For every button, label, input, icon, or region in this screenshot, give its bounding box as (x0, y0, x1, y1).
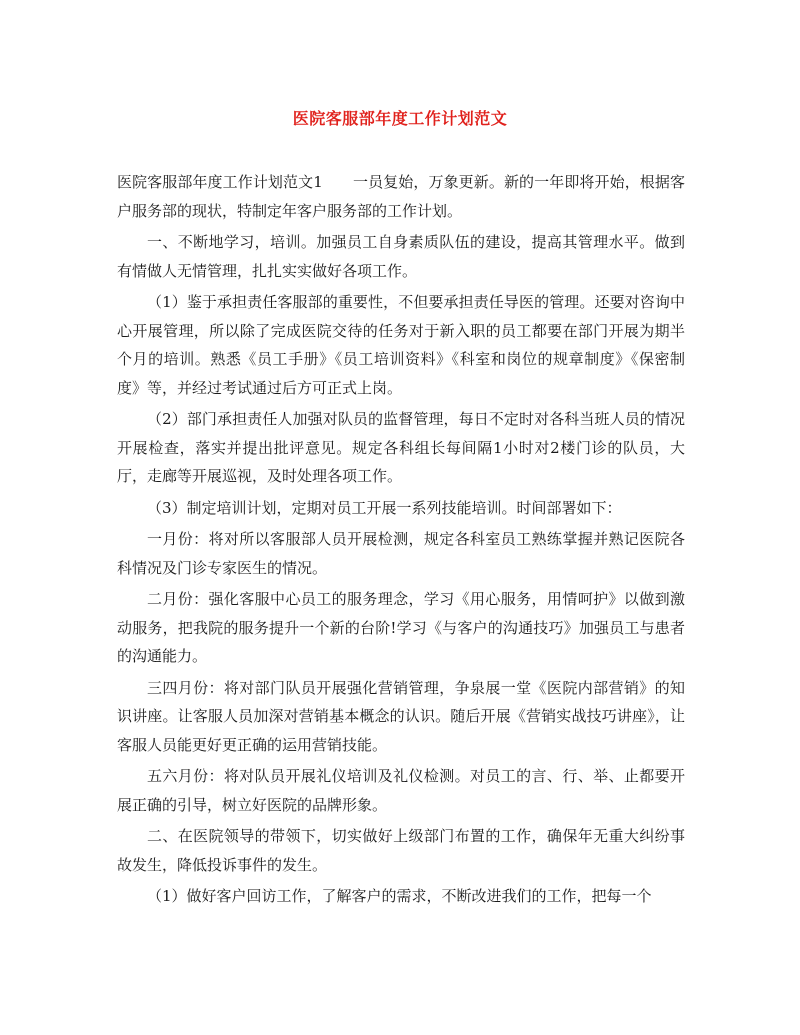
paragraph-intro: 医院客服部年度工作计划范文1 一员复始，万象更新。新的一年即将开始，根据客户服务部的现状，特制定年客户服务部的工作计划。 (117, 173, 685, 220)
paragraph-section-2-heading: 二、在医院领导的带领下，切实做好上级部门布置的工作，确保年无重大纠纷事故发生，降低投诉事件的发生。 (117, 827, 685, 874)
paragraph-item-1-2: （2）部门承担责任人加强对队员的监督管理，每日不定时对各科当班人员的情况开展检查，落实并提出批评意见。规定各科组长每间隔1小时对2楼门诊的队员，大厅，走廊等开展巡视，及时处理各项工作。 (117, 410, 685, 485)
paragraph-february: 二月份：强化客服中心员工的服务理念，学习《用心服务，用情呵护》以做到激动服务，把我院的服务提升一个新的台阶!学习《与客户的沟通技巧》加强员工与患者的沟通能力。 (117, 590, 685, 665)
paragraph-section-1-heading: 一、不断地学习，培训。加强员工自身素质队伍的建设，提高其管理水平。做到有情做人无情管理，扎扎实实做好各项工作。 (117, 233, 685, 280)
paragraph-item-1-1: （1）鉴于承担责任客服部的重要性，不但要承担责任导医的管理。还要对咨询中心开展管理，所以除了完成医院交待的任务对于新入职的员工都要在部门开展为期半个月的培训。熟悉《员工手册》《员工培训资料》《科室和岗位的规章制度》《保密制度》等，并经过考试通过后方可正式上岗。 (117, 293, 685, 397)
paragraph-item-2-1: （1）做好客户回访工作，了解客户的需求，不断改进我们的工作，把每一个 (147, 887, 652, 905)
document-body (117, 168, 685, 914)
paragraph-item-1-3: （3）制定培训计划，定期对员工开展一系列技能培训。时间部署如下： (147, 498, 622, 517)
paragraph-january: 一月份：将对所以客服部人员开展检测，规定各科室员工熟练掌握并熟记医院各科情况及门诊专家医生的情况。 (117, 530, 685, 577)
paragraph-march-april: 三四月份：将对部门队员开展强化营销管理，争泉展一堂《医院内部营销》的知识讲座。让客服人员加深对营销基本概念的认识。随后开展《营销实战技巧讲座》，让客服人员能更好更正确的运用营销技能。 (117, 678, 685, 754)
document-title: 医院客服部年度工作计划范文 (292, 109, 508, 128)
paragraph-may-june: 五六月份：将对队员开展礼仪培训及礼仪检测。对员工的言、行、举、止都要开展正确的引导，树立好医院的品牌形象。 (117, 767, 685, 814)
